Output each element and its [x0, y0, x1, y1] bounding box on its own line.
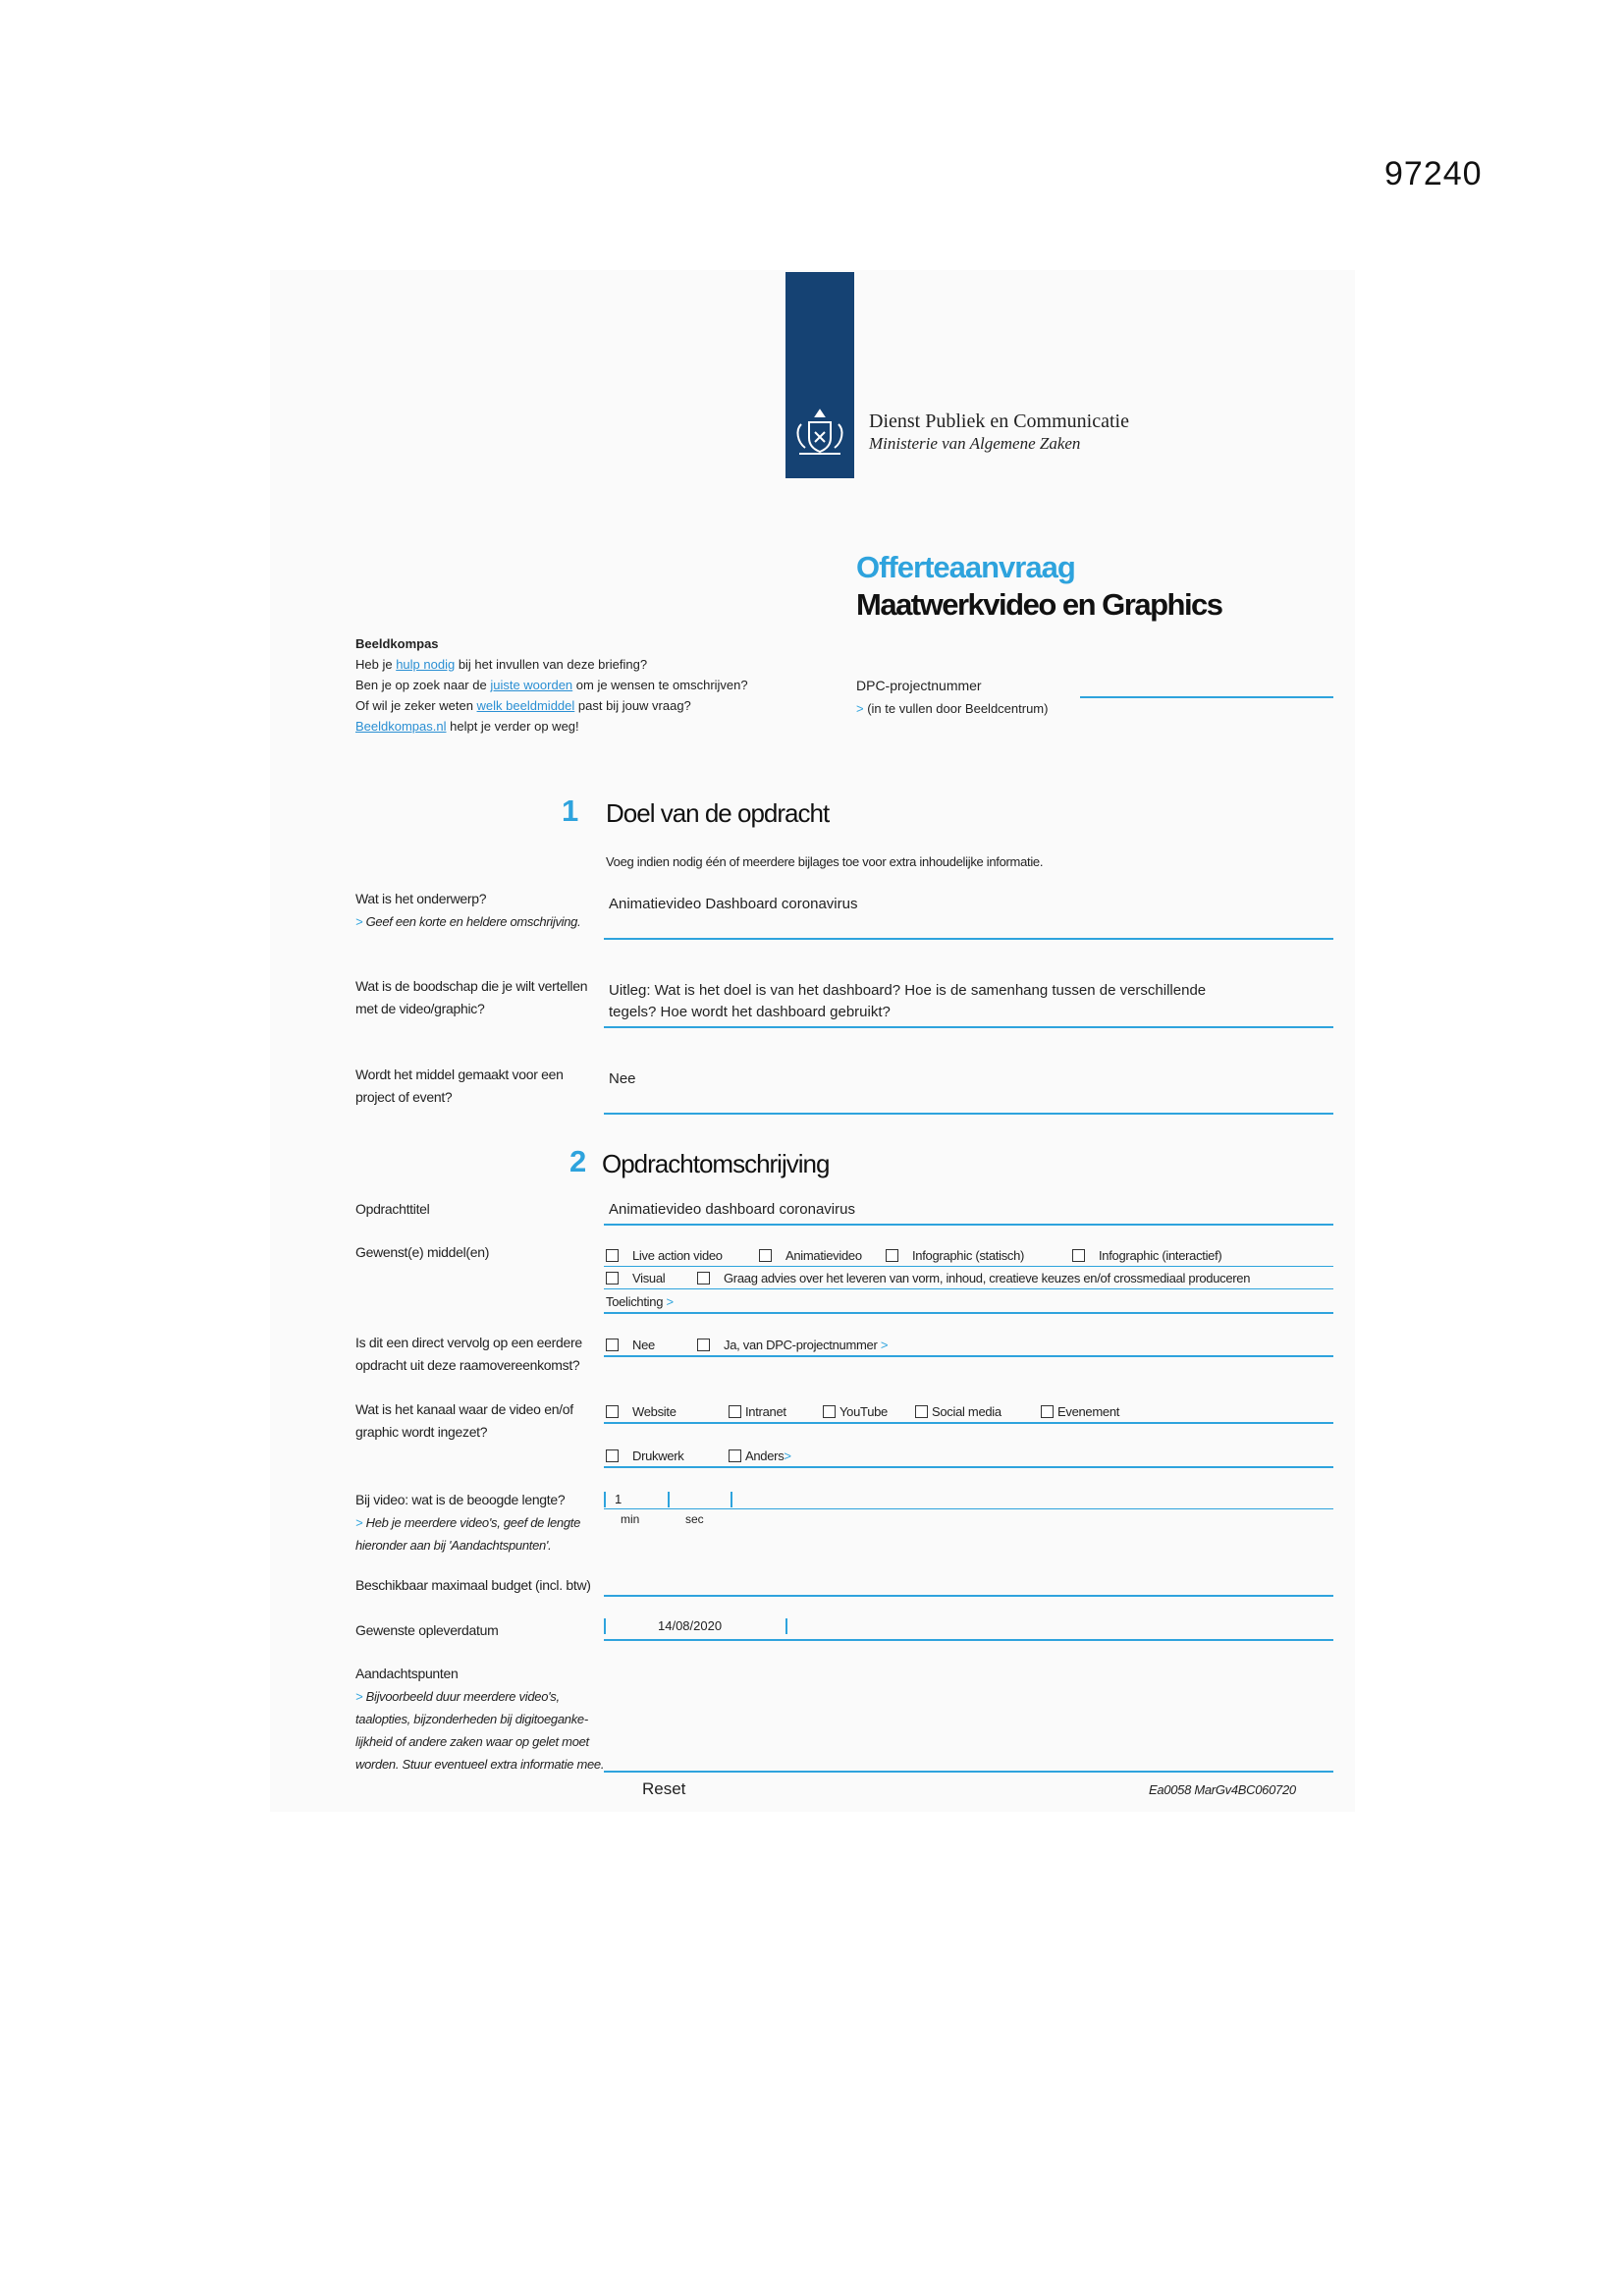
question-boodschap: Wat is de boodschap die je wilt vertellen met de video/graphic? — [355, 978, 588, 1016]
answer-opdrachttitel: Animatievideo dashboard coronavirus — [609, 1201, 855, 1218]
option-anders[interactable]: Anders> — [729, 1449, 791, 1463]
question-project-event: Wordt het middel gemaakt voor een project of event? — [355, 1066, 564, 1105]
lengte-min-value[interactable]: 1 — [615, 1492, 623, 1506]
budget-field[interactable] — [604, 1595, 1333, 1597]
question-aandachtspunten: Aandachtspunten > Bijvoorbeeld duur meerdere video's, taalopties, bijzonderheden bij digitoeganke- lijkheid of andere zaken waar op gelet moet worden. Stuur eventueel extra informatie mee. — [355, 1666, 605, 1772]
form-code: Ea0058 MarGv4BC060720 — [1149, 1782, 1296, 1797]
aandachtspunten-field[interactable] — [604, 1771, 1333, 1773]
middelen-row-1-line — [604, 1266, 1333, 1267]
option-infographic-statisch[interactable]: Infographic (statisch) — [886, 1248, 1024, 1263]
juiste-woorden-link[interactable]: juiste woorden — [490, 678, 573, 692]
checkbox[interactable] — [697, 1339, 710, 1351]
checkbox[interactable] — [729, 1405, 741, 1418]
option-social-media[interactable]: Social media — [915, 1404, 1001, 1419]
option-animatievideo[interactable]: Animatievideo — [759, 1248, 862, 1263]
option-vervolg-nee[interactable]: Nee — [606, 1338, 655, 1352]
section-2-number: 2 — [569, 1144, 587, 1178]
vervolg-field[interactable] — [604, 1355, 1333, 1357]
onderwerp-field[interactable] — [604, 938, 1333, 940]
checkbox[interactable] — [606, 1449, 619, 1462]
checkbox[interactable] — [606, 1272, 619, 1285]
kanaal-row-2-line — [604, 1466, 1333, 1468]
toelichting-field[interactable] — [604, 1312, 1333, 1314]
answer-boodschap: Uitleg: Wat is het doel is van het dashboard? Hoe is de samenhang tussen de verschillende tegels? Hoe wordt het dashboard gebruikt? — [609, 982, 1207, 1020]
question-kanaal: Wat is het kanaal waar de video en/of graphic wordt ingezet? — [355, 1401, 573, 1440]
coat-of-arms-icon — [787, 403, 852, 467]
beeldkompas-title: Beeldkompas — [355, 636, 439, 651]
answer-onderwerp: Animatievideo Dashboard coronavirus — [609, 896, 858, 912]
lengte-field-end — [731, 1492, 732, 1507]
option-website[interactable]: Website — [606, 1404, 677, 1419]
lengte-field-start — [604, 1492, 606, 1507]
label-sec: sec — [685, 1512, 704, 1526]
option-drukwerk[interactable]: Drukwerk — [606, 1449, 684, 1463]
checkbox[interactable] — [886, 1249, 898, 1262]
checkbox[interactable] — [606, 1249, 619, 1262]
question-onderwerp: Wat is het onderwerp? > Geef een korte en heldere omschrijving. — [355, 891, 581, 929]
checkbox[interactable] — [729, 1449, 741, 1462]
lengte-field[interactable] — [604, 1508, 1333, 1509]
question-middelen: Gewenst(e) middel(en) — [355, 1244, 490, 1260]
lengte-field-divider — [668, 1492, 670, 1507]
option-evenement[interactable]: Evenement — [1041, 1404, 1119, 1419]
checkbox[interactable] — [1072, 1249, 1085, 1262]
label-min: min — [621, 1512, 640, 1526]
question-vervolg: Is dit een direct vervolg op een eerdere opdracht uit deze raamovereenkomst? — [355, 1335, 582, 1373]
answer-project-event: Nee — [609, 1070, 636, 1087]
beeldkompas-link[interactable]: Beeldkompas.nl — [355, 719, 447, 734]
project-event-field[interactable] — [604, 1113, 1333, 1115]
dpc-projectnummer-field[interactable] — [1080, 696, 1333, 698]
opleverdatum-field[interactable] — [604, 1639, 1333, 1641]
checkbox[interactable] — [606, 1339, 619, 1351]
beeldkompas-line-4: Beeldkompas.nl helpt je verder op weg! — [355, 719, 579, 734]
organisation-name: Dienst Publiek en Communicatie — [869, 410, 1129, 432]
option-infographic-interactief[interactable]: Infographic (interactief) — [1072, 1248, 1221, 1263]
section-2-title: Opdrachtomschrijving — [602, 1149, 830, 1178]
checkbox[interactable] — [759, 1249, 772, 1262]
middelen-row-2-line — [604, 1288, 1333, 1289]
dpc-projectnummer-label: DPC-projectnummer — [856, 678, 982, 693]
section-1-number: 1 — [562, 793, 579, 828]
beeldkompas-line-3: Of wil je zeker weten welk beeldmiddel past bij jouw vraag? — [355, 698, 691, 713]
checkbox[interactable] — [915, 1405, 928, 1418]
answer-opleverdatum[interactable]: 14/08/2020 — [658, 1618, 723, 1633]
reset-button[interactable]: Reset — [642, 1779, 686, 1798]
checkbox[interactable] — [697, 1272, 710, 1285]
question-opdrachttitel: Opdrachttitel — [355, 1201, 430, 1217]
opdrachttitel-field[interactable] — [604, 1224, 1333, 1226]
ministry-name: Ministerie van Algemene Zaken — [869, 434, 1081, 453]
kanaal-row-1-line — [604, 1422, 1333, 1424]
option-visual[interactable]: Visual — [606, 1271, 665, 1285]
option-intranet[interactable]: Intranet — [729, 1404, 786, 1419]
checkbox[interactable] — [606, 1405, 619, 1418]
datum-field-end — [785, 1618, 787, 1634]
boodschap-field[interactable] — [604, 1026, 1333, 1028]
checkbox[interactable] — [1041, 1405, 1054, 1418]
form-subtitle: Maatwerkvideo en Graphics — [856, 587, 1222, 622]
option-advies[interactable]: Graag advies over het leveren van vorm, inhoud, creatieve keuzes en/of crossmediaal produceren — [697, 1271, 1250, 1285]
hulp-nodig-link[interactable]: hulp nodig — [396, 657, 456, 672]
beeldkompas-line-2: Ben je op zoek naar de juiste woorden om je wensen te omschrijven? — [355, 678, 748, 692]
page-number: 97240 — [1384, 155, 1483, 192]
question-budget: Beschikbaar maximaal budget (incl. btw) — [355, 1577, 591, 1593]
dpc-projectnummer-hint: > (in te vullen door Beeldcentrum) — [856, 701, 1049, 716]
question-opleverdatum: Gewenste opleverdatum — [355, 1622, 499, 1638]
checkbox[interactable] — [823, 1405, 836, 1418]
section-1-note: Voeg indien nodig één of meerdere bijlages toe voor extra inhoudelijke informatie. — [606, 854, 1044, 869]
question-lengte: Bij video: wat is de beoogde lengte? > Heb je meerdere video's, geef de lengte hieronder aan bij 'Aandachtspunten'. — [355, 1492, 581, 1553]
option-vervolg-ja[interactable]: Ja, van DPC-projectnummer > — [697, 1338, 888, 1352]
datum-field-start — [604, 1618, 606, 1634]
section-1-title: Doel van de opdracht — [606, 798, 830, 828]
toelichting-label: Toelichting > — [606, 1294, 674, 1309]
beeldkompas-line-1: Heb je hulp nodig bij het invullen van deze briefing? — [355, 657, 648, 672]
welk-beeldmiddel-link[interactable]: welk beeldmiddel — [476, 698, 575, 713]
option-live-action[interactable]: Live action video — [606, 1248, 723, 1263]
form-title: Offerteaanvraag — [856, 550, 1075, 584]
option-youtube[interactable]: YouTube — [823, 1404, 888, 1419]
